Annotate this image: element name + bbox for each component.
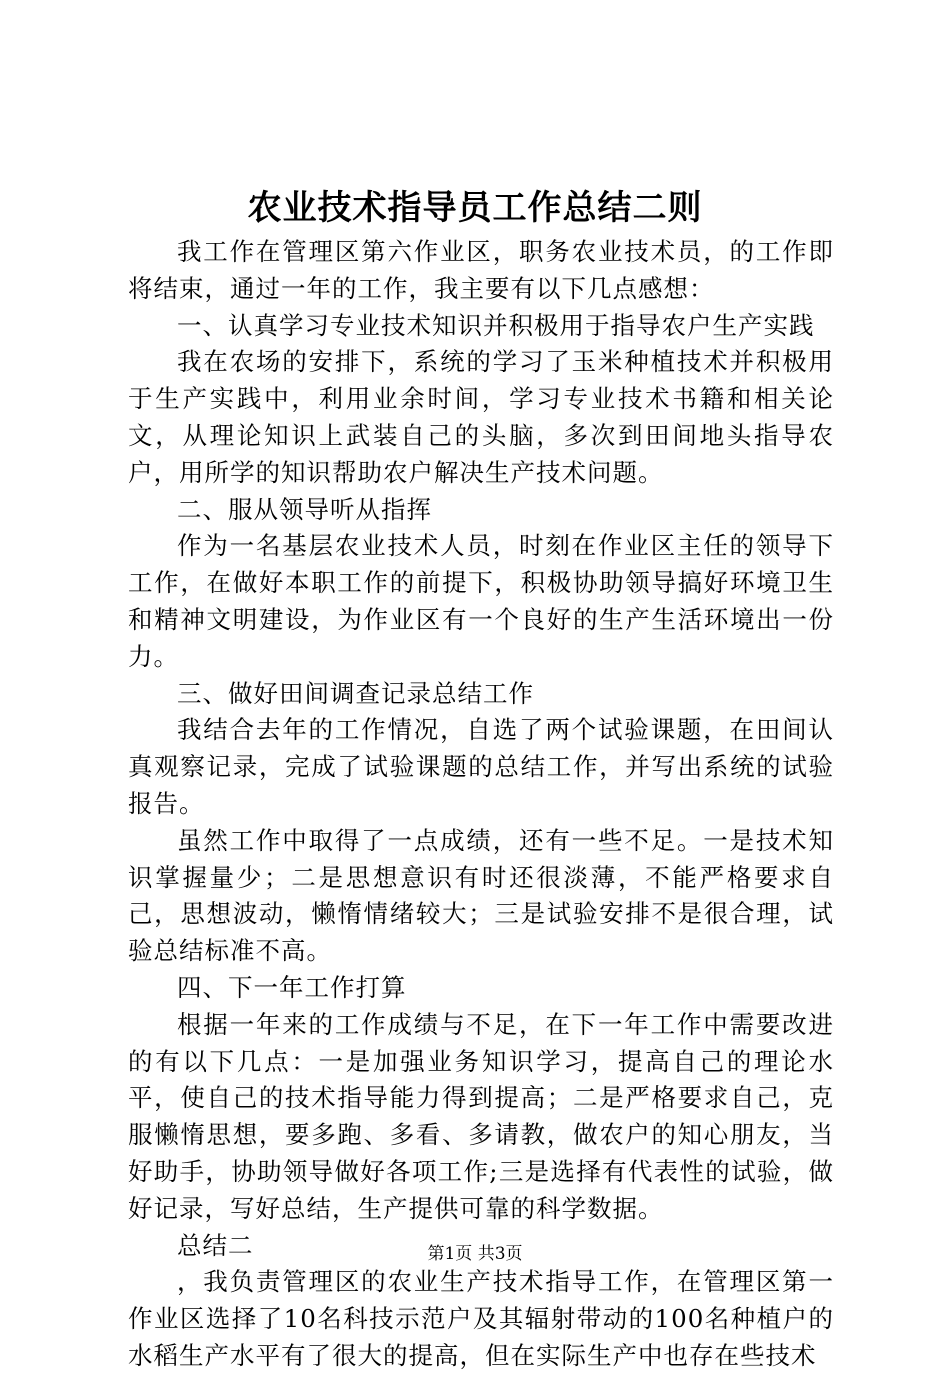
paragraph-intro: 我工作在管理区第六作业区，职务农业技术员，的工作即将结束，通过一年的工作，我主要有以下几点感想：	[128, 237, 834, 303]
paragraph-section-4: 根据一年来的工作成绩与不足，在下一年工作中需要改进的有以下几点：一是加强业务知识学习，提高自己的理论水平，使自己的技术指导能力得到提高；二是严格要求自己，克服懒惰思想，要多跑、多看、多请教，做农户的知心朋友，当好助手，协助领导做好各项工作;三是选择有代表性的试验，做好记录，写好总结，生产提供可靠的科学数据。	[128, 1009, 834, 1223]
page-number-footer: 第1页 共3页	[427, 1244, 523, 1264]
section-heading-2: 二、服从领导听从指挥	[177, 494, 432, 524]
paragraph-section-2: 作为一名基层农业技术人员，时刻在作业区主任的领导下工作，在做好本职工作的前提下，积极协助领导搞好环境卫生和精神文明建设，为作业区有一个良好的生产生活环境出一份力。	[128, 531, 834, 671]
section-heading-3: 三、做好田间调查记录总结工作	[177, 678, 534, 708]
document-title: 农业技术指导员工作总结二则	[247, 188, 703, 228]
document-body	[128, 234, 834, 1375]
summary-two-heading: 总结二	[177, 1230, 254, 1260]
paragraph-section-3: 我结合去年的工作情况，自选了两个试验课题，在田间认真观察记录，完成了试验课题的总结工作，并写出系统的试验报告。	[128, 715, 834, 818]
section-heading-1: 一、认真学习专业技术知识并积极用于指导农户生产实践	[177, 310, 815, 340]
paragraph-shortcomings: 虽然工作中取得了一点成绩，还有一些不足。一是技术知识掌握量少；二是思想意识有时还很淡薄，不能严格要求自己，思想波动，懒惰情绪较大；三是试验安排不是很合理，试验总结标准不高。	[128, 825, 834, 966]
section-heading-4: 四、下一年工作打算	[177, 972, 407, 1002]
paragraph-section-1: 我在农场的安排下，系统的学习了玉米种植技术并积极用于生产实践中，利用业余时间，学习专业技术书籍和相关论文，从理论知识上武装自己的头脑，多次到田间地头指导农户，用所学的知识帮助农户解决生产技术问题。	[128, 347, 834, 487]
paragraph-summary-two: ，我负责管理区的农业生产技术指导工作，在管理区第一作业区选择了10名科技示范户及其辐射带动的100名种植户的水稻生产水平有了很大的提高，但在实际生产中也存在些技术	[128, 1267, 834, 1370]
